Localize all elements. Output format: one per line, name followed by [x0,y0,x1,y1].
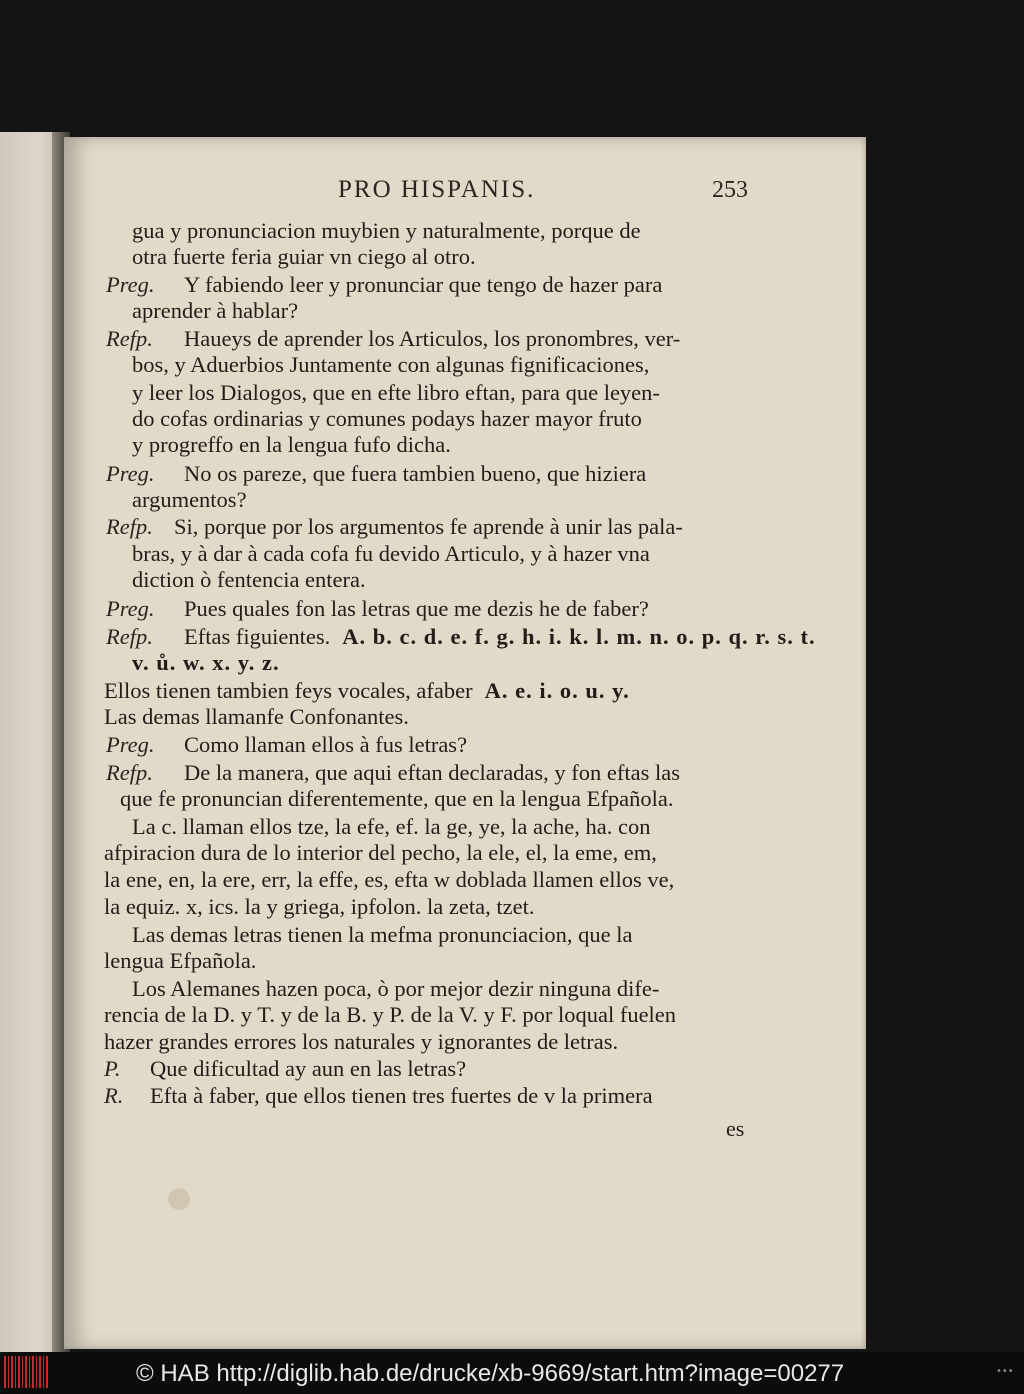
text-line: Refp. Eftas figuientes. A. b. c. d. e. f. g. h. i. k. l. m. n. o. p. q. r. s. t. [106,624,816,649]
text-line: gua y pronunciacion muybien y naturalmente, porque de [132,218,641,243]
text-line: y progreffo en la lengua fufo dicha. [132,432,451,457]
copyright-link[interactable]: © HAB http://diglib.hab.de/drucke/xb-9669/start.htm?image=00277 [136,1360,845,1387]
text-line: Preg. Como llaman ellos à fus letras? [106,732,468,757]
catchword: es [726,1116,745,1141]
text-line: argumentos? [132,487,247,512]
more-icon: ••• [996,1366,1014,1377]
text-line: Refp. Haueys de aprender los Articulos, los pronombres, ver- [106,326,681,351]
text-line: Preg. No os pareze, que fuera tambien bueno, que hiziera [106,461,647,486]
text-line: Preg. Pues quales fon las letras que me dezis he de faber? [106,596,649,621]
text-line: otra fuerte feria guiar vn ciego al otro. [132,244,476,269]
text-line: diction ò fentencia entera. [132,567,366,592]
text-line: Los Alemanes hazen poca, ò por mejor dezir ninguna dife- [132,976,660,1001]
text-line: bos, y Aduerbios Juntamente con algunas fignificaciones, [132,352,650,377]
text-line: y leer los Dialogos, que en efte libro eftan, para que leyen- [132,380,660,405]
running-header: PRO HISPANIS. [338,176,536,203]
text-line: bras, y à dar à cada cofa fu devido Articulo, y à hazer vna [132,541,650,566]
text-line: Ellos tienen tambien feys vocales, afaber A. e. i. o. u. y. [104,678,630,703]
text-line: la equiz. x, ics. la y griega, ipfolon. la zeta, tzet. [104,894,535,919]
text-line [132,650,280,676]
text-line: La c. llaman ellos tze, la efe, ef. la ge, ye, la ache, ha. con [132,814,651,839]
page-number: 253 [712,177,748,203]
text-line: aprender à hablar? [132,298,299,323]
text-line: Refp. De la manera, que aqui eftan declaradas, y fon eftas las [106,760,681,785]
text-line: la ene, en, la ere, err, la effe, es, efta w doblada llamen ellos ve, [104,867,675,892]
text-line: afpiracion dura de lo interior del pecho, la ele, el, la eme, em, [104,840,657,865]
text-line: que fe pronuncian diferentemente, que en la lengua Efpañola. [120,786,674,811]
text-line: R. Efta à faber, que ellos tienen tres fuertes de v la primera [104,1083,653,1108]
text-line: Refp. Si, porque por los argumentos fe aprende à unir las pala- [106,514,683,539]
text-line: do cofas ordinarias y comunes podays hazer mayor fruto [132,406,642,431]
text-line: P. Que dificultad ay aun en las letras? [104,1056,467,1081]
paper-stain [168,1188,190,1210]
text-line: Las demas letras tienen la mefma pronunciacion, que la [132,922,633,947]
text-line: Las demas llamanfe Confonantes. [104,704,409,729]
text-line: lengua Efpañola. [104,948,257,973]
library-logo [4,1356,48,1388]
text-line: hazer grandes errores los naturales y ignorantes de letras. [104,1029,619,1054]
alphabet-letters-continued: v. ů. w. x. y. z. [132,650,280,675]
vowel-letters: A. e. i. o. u. y. [484,678,630,703]
alphabet-letters: A. b. c. d. e. f. g. h. i. k. l. m. n. o. p. q. r. s. t. [342,624,816,649]
text-line: Preg. Y fabiendo leer y pronunciar que tengo de hazer para [106,272,663,297]
text-line: rencia de la D. y T. y de la B. y P. de la V. y F. por loqual fuelen [104,1002,677,1027]
